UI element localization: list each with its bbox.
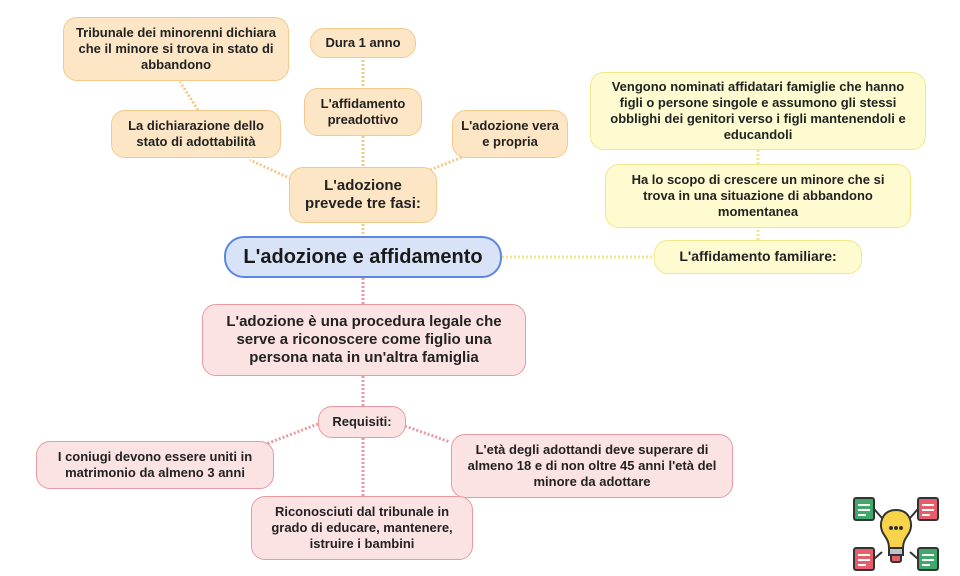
phases-node[interactable] xyxy=(289,167,437,223)
preadoptive-detail-label: Dura 1 anno xyxy=(325,35,401,51)
connector-requirements-age xyxy=(405,426,450,442)
preadoptive-detail-node[interactable] xyxy=(310,28,416,58)
foster-guardians-node[interactable] xyxy=(590,72,926,150)
declaration-phase-node[interactable] xyxy=(111,110,281,158)
definition-label: L'adozione è una procedura legale che serve a riconoscere come figlio una persona nata in un'altra famiglia xyxy=(226,312,502,367)
requirement-married-node[interactable] xyxy=(36,441,274,489)
true-adoption-phase-node[interactable] xyxy=(452,110,568,158)
foster-node[interactable] xyxy=(654,240,862,274)
lightbulb-ideas-icon xyxy=(850,494,942,574)
requirement-age-node[interactable] xyxy=(451,434,733,498)
foster-node-label: L'affidamento familiare: xyxy=(679,248,837,265)
definition-node[interactable] xyxy=(202,304,526,376)
preadoptive-phase-node[interactable] xyxy=(304,88,422,136)
requirement-age-label: L'età degli adottandi deve superare di almeno 18 e di non oltre 45 anni l'età del minore da adottare xyxy=(467,442,717,489)
true-adoption-phase-label: L'adozione vera e propria xyxy=(461,118,559,149)
declaration-detail-node[interactable] xyxy=(63,17,289,81)
connector-declaration-detail xyxy=(180,82,198,110)
requirements-node[interactable] xyxy=(318,406,406,438)
foster-purpose-label: Ha lo scopo di crescere un minore che si trova in una situazione di abbandono momentanea xyxy=(631,172,885,219)
declaration-detail-label: Tribunale dei minorenni dichiara che il minore si trova in stato di abbandono xyxy=(75,25,277,72)
requirement-recognized-node[interactable] xyxy=(251,496,473,560)
phases-node-label: L'adozione prevede tre fasi: xyxy=(305,176,421,212)
requirements-label: Requisiti: xyxy=(332,414,392,430)
declaration-phase-label: La dichiarazione dello stato di adottabilità xyxy=(128,118,264,149)
preadoptive-phase-label: L'affidamento preadottivo xyxy=(320,96,406,127)
foster-purpose-node[interactable] xyxy=(605,164,911,228)
requirement-recognized-label: Riconosciuti dal tribunale in grado di educare, mantenere, istruire i bambini xyxy=(271,504,453,551)
connector-phases-true xyxy=(430,156,465,170)
requirement-married-label: I coniugi devono essere uniti in matrimonio da almeno 3 anni xyxy=(57,449,253,480)
central-topic[interactable] xyxy=(224,236,502,278)
central-topic-label: L'adozione e affidamento xyxy=(243,245,483,268)
foster-guardians-label: Vengono nominati affidatari famiglie che hanno figli o persone singole e assumono gli stessi obblighi dei genitori verso i figli mantenendoli e educandoli xyxy=(610,79,906,142)
connector-requirements-married xyxy=(266,424,318,444)
